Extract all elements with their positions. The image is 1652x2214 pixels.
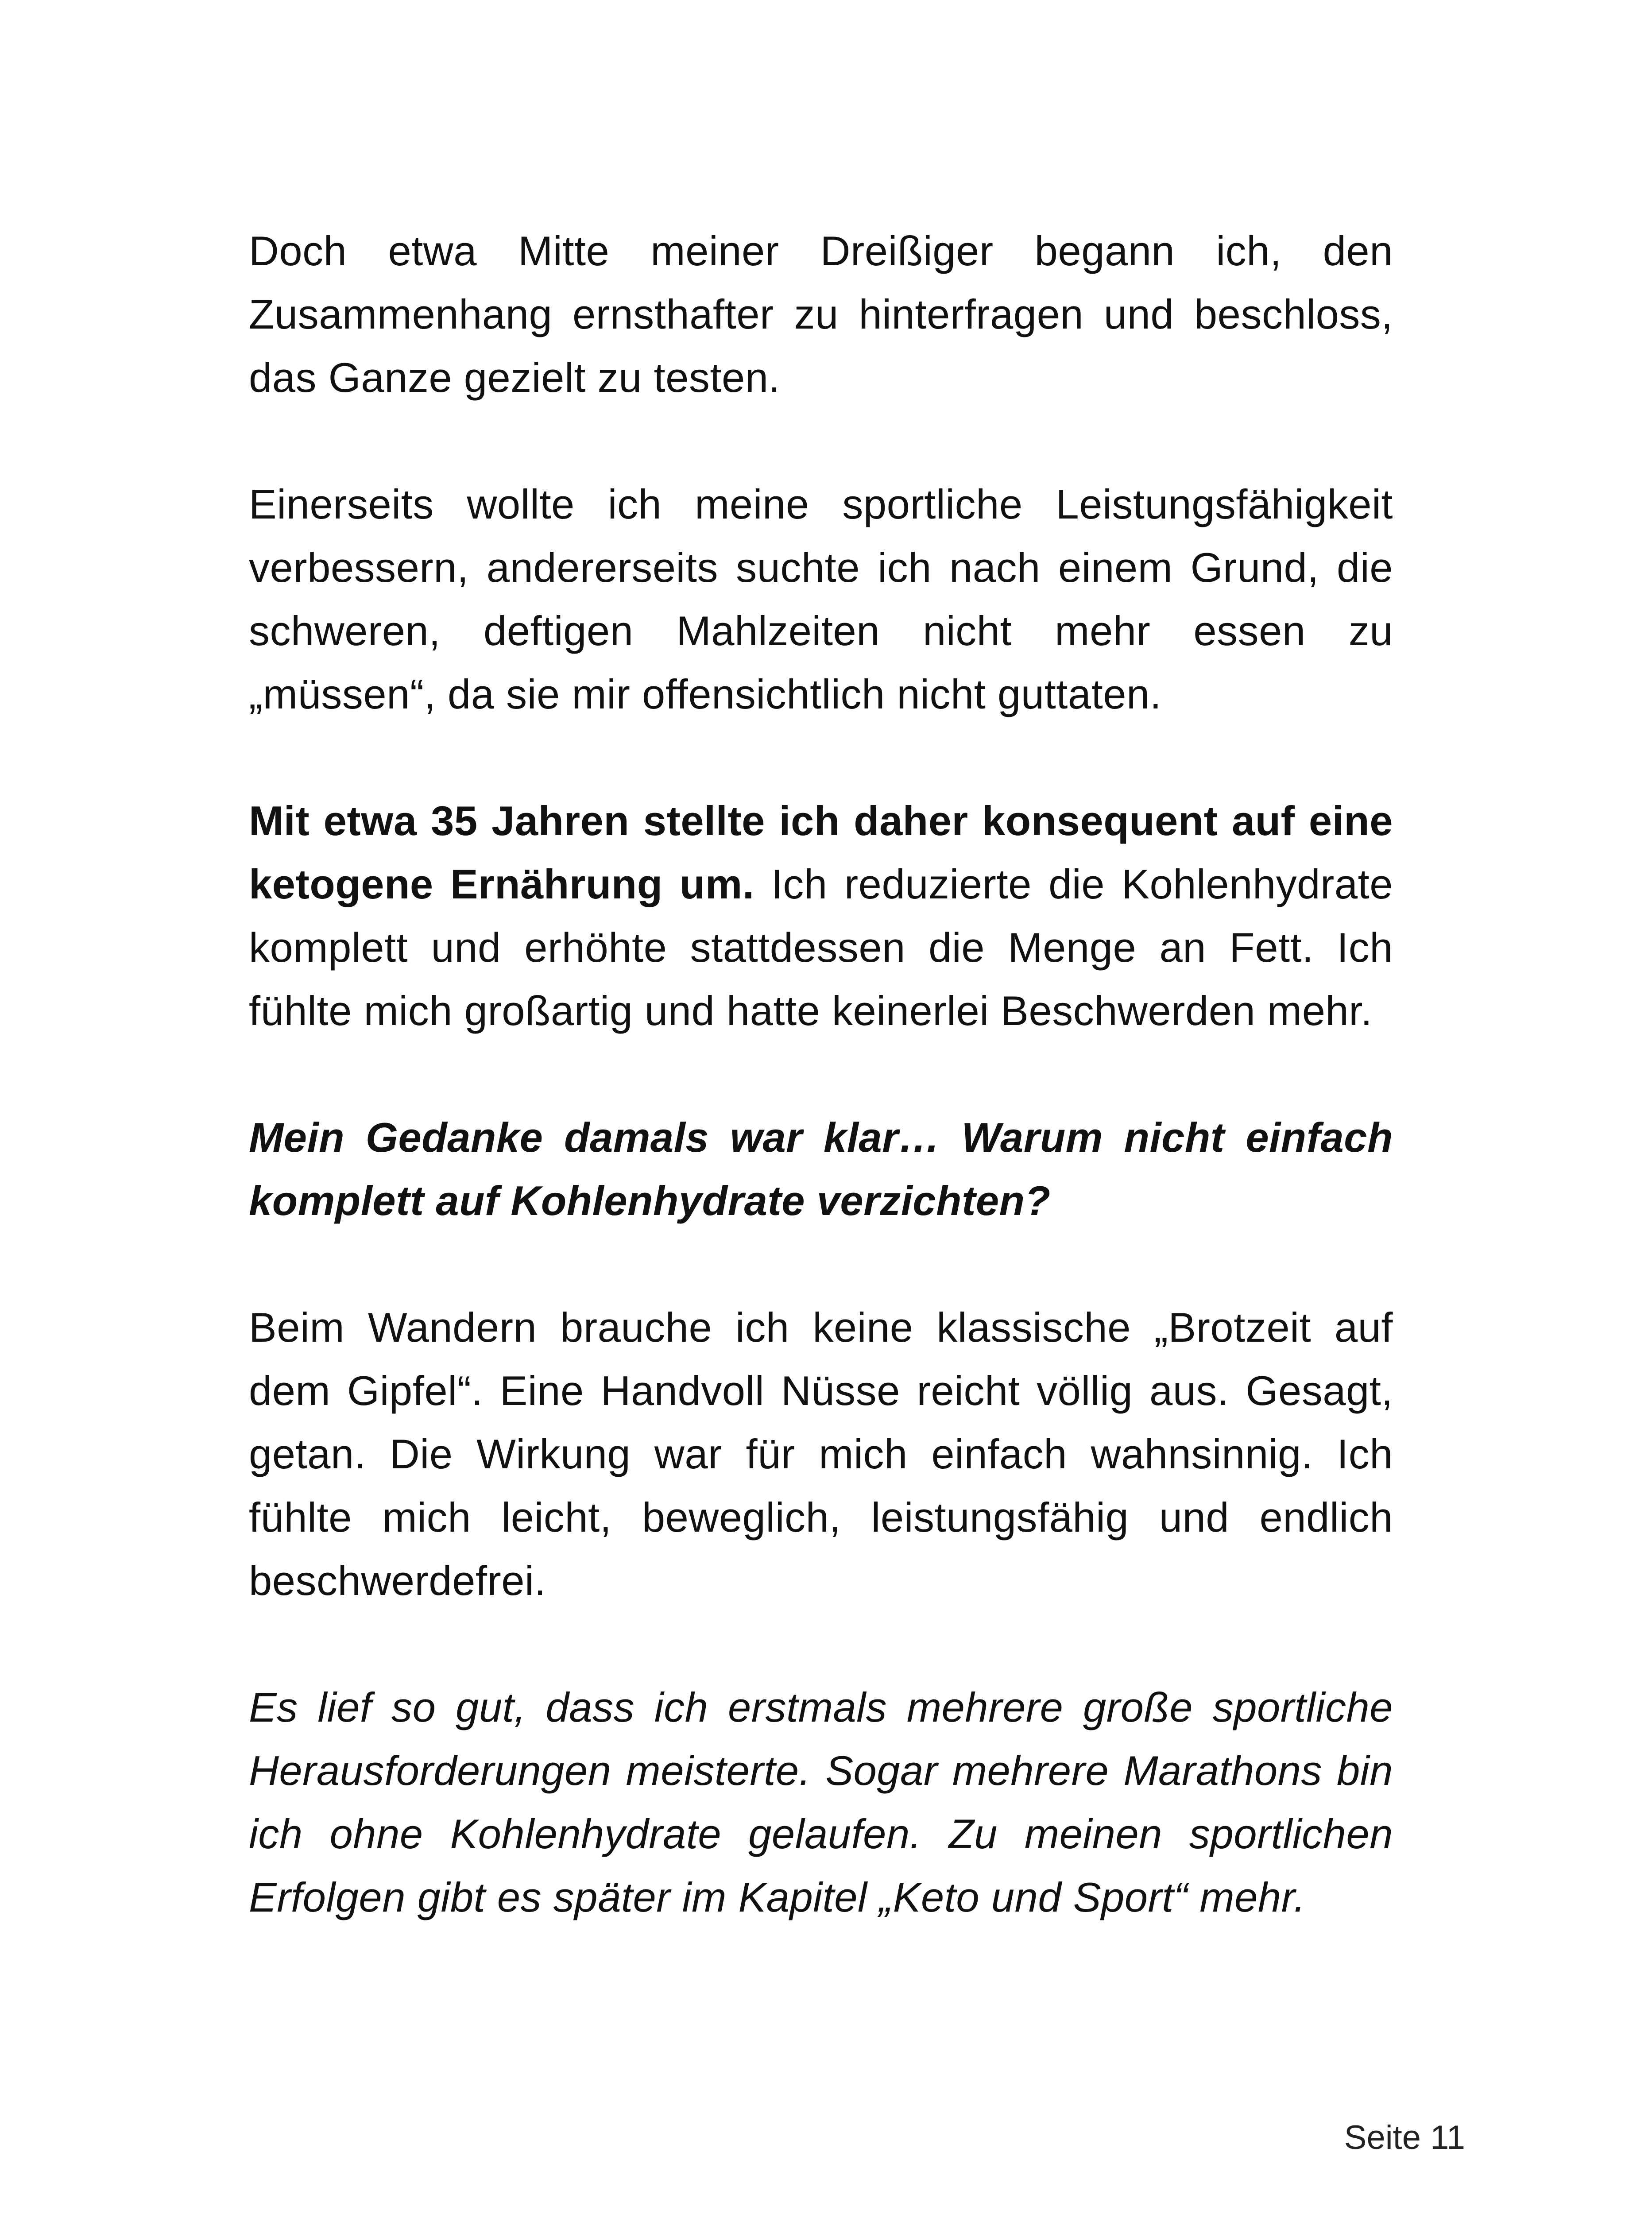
- page-number: Seite 11: [1344, 2119, 1465, 2156]
- paragraph-hiking: Beim Wandern brauche ich keine klassische „Brotzeit auf dem Gipfel“. Eine Handvoll Nüsse reicht völlig aus. Gesagt, getan. Die Wirkung war für mich einfach wahnsinnig. Ich fühlte mich leicht, beweglich, leistungsfähig und endlich beschwerdefrei.: [249, 1304, 1393, 1604]
- paragraph-motivation: Einerseits wollte ich meine sportliche Leistungsfähigkeit verbessern, andererseits suchte ich nach einem Grund, die schweren, deftigen Mahlzeiten nicht mehr essen zu „müssen“, da sie mir offensichtlich nicht guttaten.: [249, 481, 1393, 717]
- paragraph-keto-switch-rest: Ich reduzierte die Kohlenhydrate komplett und erhöhte stattdessen die Menge an Fett. Ich fühlte mich großartig und hatte keinerlei Beschwerden mehr.: [249, 861, 1393, 1034]
- paragraph-thought: Mein Gedanke damals war klar… Warum nicht einfach komplett auf Kohlenhydrate verzichten?: [249, 1114, 1393, 1224]
- paragraph-keto-switch-bold: Mit etwa 35 Jahren stellte ich daher konsequent auf eine ketogene Ernährung um.: [249, 797, 1393, 907]
- paragraph-intro: Doch etwa Mitte meiner Dreißiger begann ich, den Zusammenhang ernsthafter zu hinterfragen und beschloss, das Ganze gezielt zu testen.: [249, 228, 1393, 401]
- page-body: [249, 219, 1393, 1992]
- paragraph-keto-switch: [249, 789, 1393, 1042]
- paragraph-sports-success: Es lief so gut, dass ich erstmals mehrere große sportliche Herausforderungen meisterte. Sogar mehrere Marathons bin ich ohne Kohlenhydrate gelaufen. Zu meinen sportlichen Erfolgen gibt es später im Kapitel „Keto und Sport“ mehr.: [249, 1684, 1393, 1920]
